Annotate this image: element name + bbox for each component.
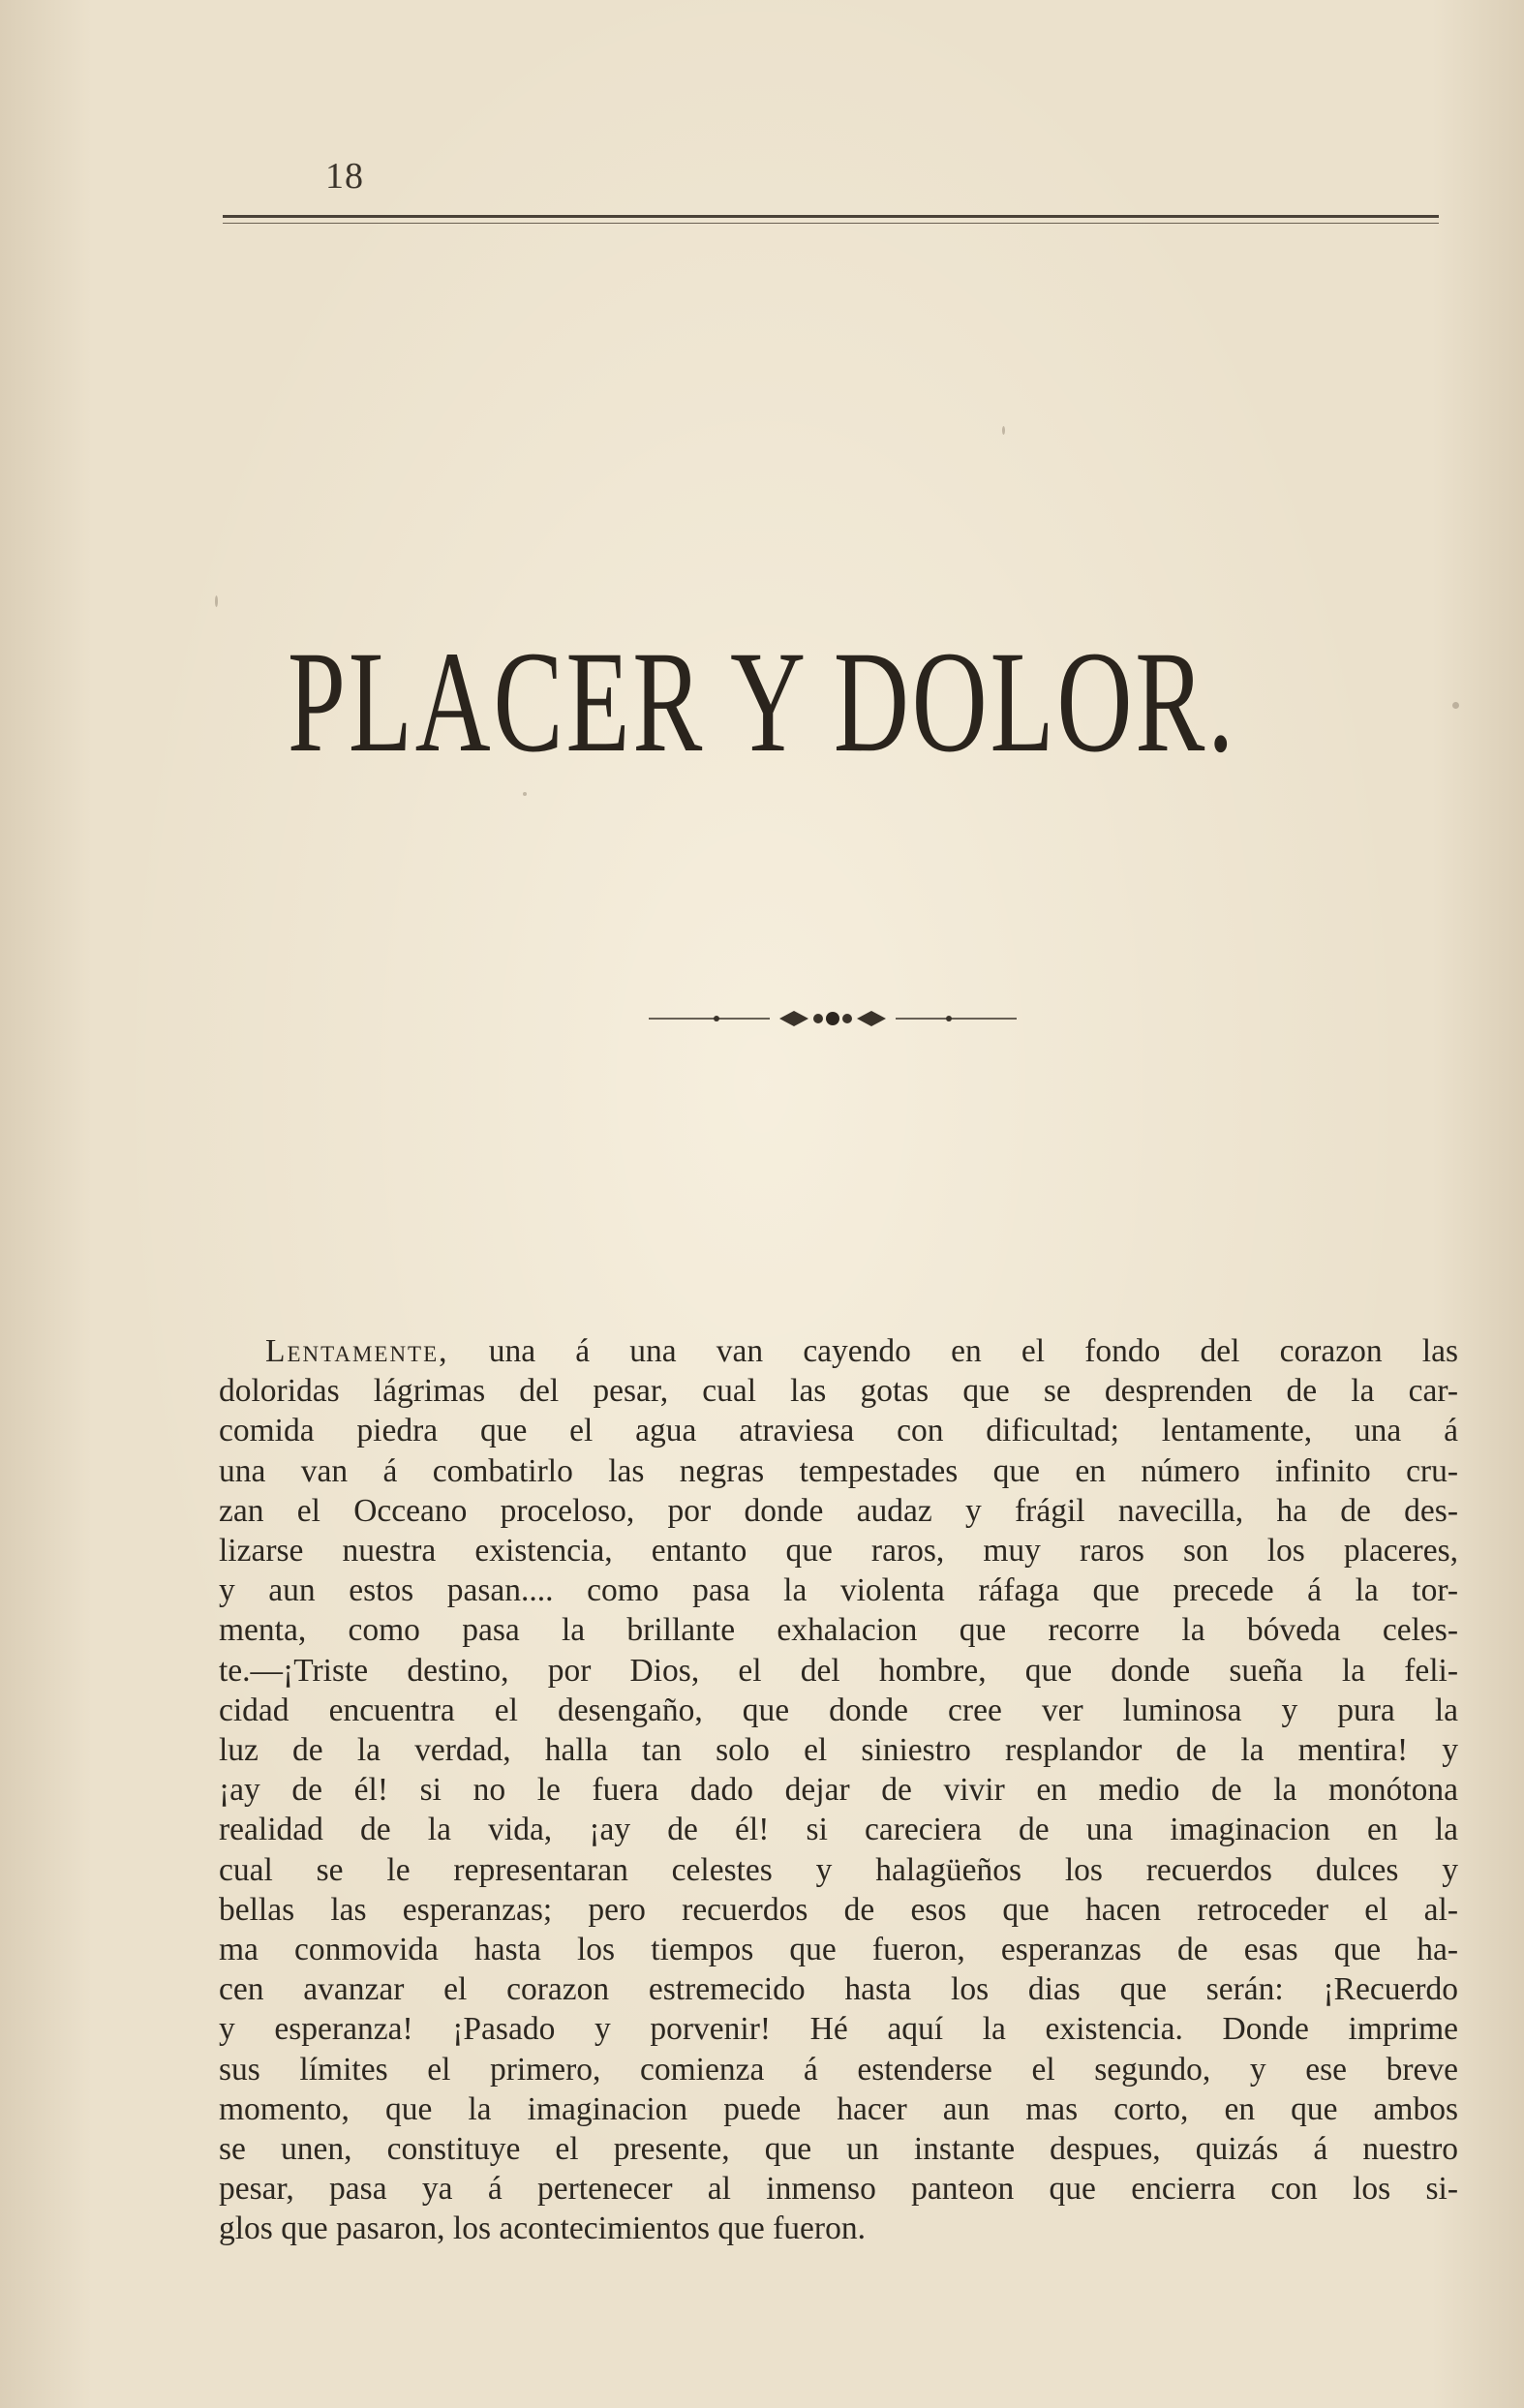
paragraph-line: cen avanzar el corazon estremecido hasta los dias que serán: ¡Recuerdo [219, 1971, 1458, 2008]
chapter-title: PLACER Y DOLOR. [287, 622, 1237, 782]
paragraph-line: lizarse nuestra existencia, entanto que raros, muy raros son los placeres, [219, 1533, 1458, 1570]
paragraph-line: sus límites el primero, comienza á estenderse el segundo, y ese breve [219, 2051, 1458, 2088]
paragraph-line: y aun estos pasan.... como pasa la violenta ráfaga que precede á la tor- [219, 1572, 1458, 1609]
ornament-divider-icon [649, 1007, 1017, 1030]
header-rule [223, 215, 1439, 218]
paragraph-line: luz de la verdad, halla tan solo el siniestro resplandor de la mentira! y [219, 1732, 1458, 1769]
paragraph-line: te.—¡Triste destino, por Dios, el del hombre, que donde sueña la feli- [219, 1652, 1458, 1689]
paper-speck [1452, 702, 1459, 709]
paper-speck [1002, 426, 1005, 435]
paper-speck [523, 792, 527, 796]
paragraph-line: pesar, pasa ya á pertenecer al inmenso panteon que encierra con los si- [219, 2171, 1458, 2208]
page-number: 18 [325, 156, 364, 197]
paragraph-line: menta, como pasa la brillante exhalacion que recorre la bóveda celes- [219, 1612, 1458, 1649]
header-rule-thin [223, 223, 1439, 224]
paragraph-line: cidad encuentra el desengaño, que donde cree ver luminosa y pura la [219, 1692, 1458, 1728]
paragraph-line: momento, que la imaginacion puede hacer aun mas corto, en que ambos [219, 2090, 1458, 2127]
lead-word: Lentamente, [265, 1333, 449, 1369]
paragraph-line: y esperanza! ¡Pasado y porvenir! Hé aquí la existencia. Donde imprime [219, 2011, 1458, 2048]
paragraph-line: ¡ay de él! si no le fuera dado dejar de vivir en medio de la monótona [219, 1772, 1458, 1809]
paragraph-line: glos que pasaron, los acontecimientos que fueron. [219, 2210, 866, 2247]
paragraph-line: ma conmovida hasta los tiempos que fueron, esperanzas de esas que ha- [219, 1932, 1458, 1968]
paper-speck [215, 595, 218, 607]
paragraph-line-1: Lentamente, una á una van cayendo en el fondo del corazon las [265, 1333, 1458, 1369]
paragraph-line: comida piedra que el agua atraviesa con dificultad; lentamente, una á [219, 1413, 1458, 1449]
paragraph-line: zan el Occeano proceloso, por donde audaz y frágil navecilla, ha de des- [219, 1492, 1458, 1529]
paragraph-line: realidad de la vida, ¡ay de él! si careciera de una imaginacion en la [219, 1812, 1458, 1848]
body-paragraph [219, 1331, 1458, 2249]
paragraph-line: una van á combatirlo las negras tempestades que en número infinito cru- [219, 1452, 1458, 1489]
paragraph-line: bellas las esperanzas; pero recuerdos de esos que hacen retroceder el al- [219, 1891, 1458, 1928]
paragraph-line: cual se le representaran celestes y halagüeños los recuerdos dulces y [219, 1851, 1458, 1888]
paragraph-line: doloridas lágrimas del pesar, cual las gotas que se desprenden de la car- [219, 1373, 1458, 1410]
paragraph-line: se unen, constituye el presente, que un instante despues, quizás á nuestro [219, 2131, 1458, 2168]
